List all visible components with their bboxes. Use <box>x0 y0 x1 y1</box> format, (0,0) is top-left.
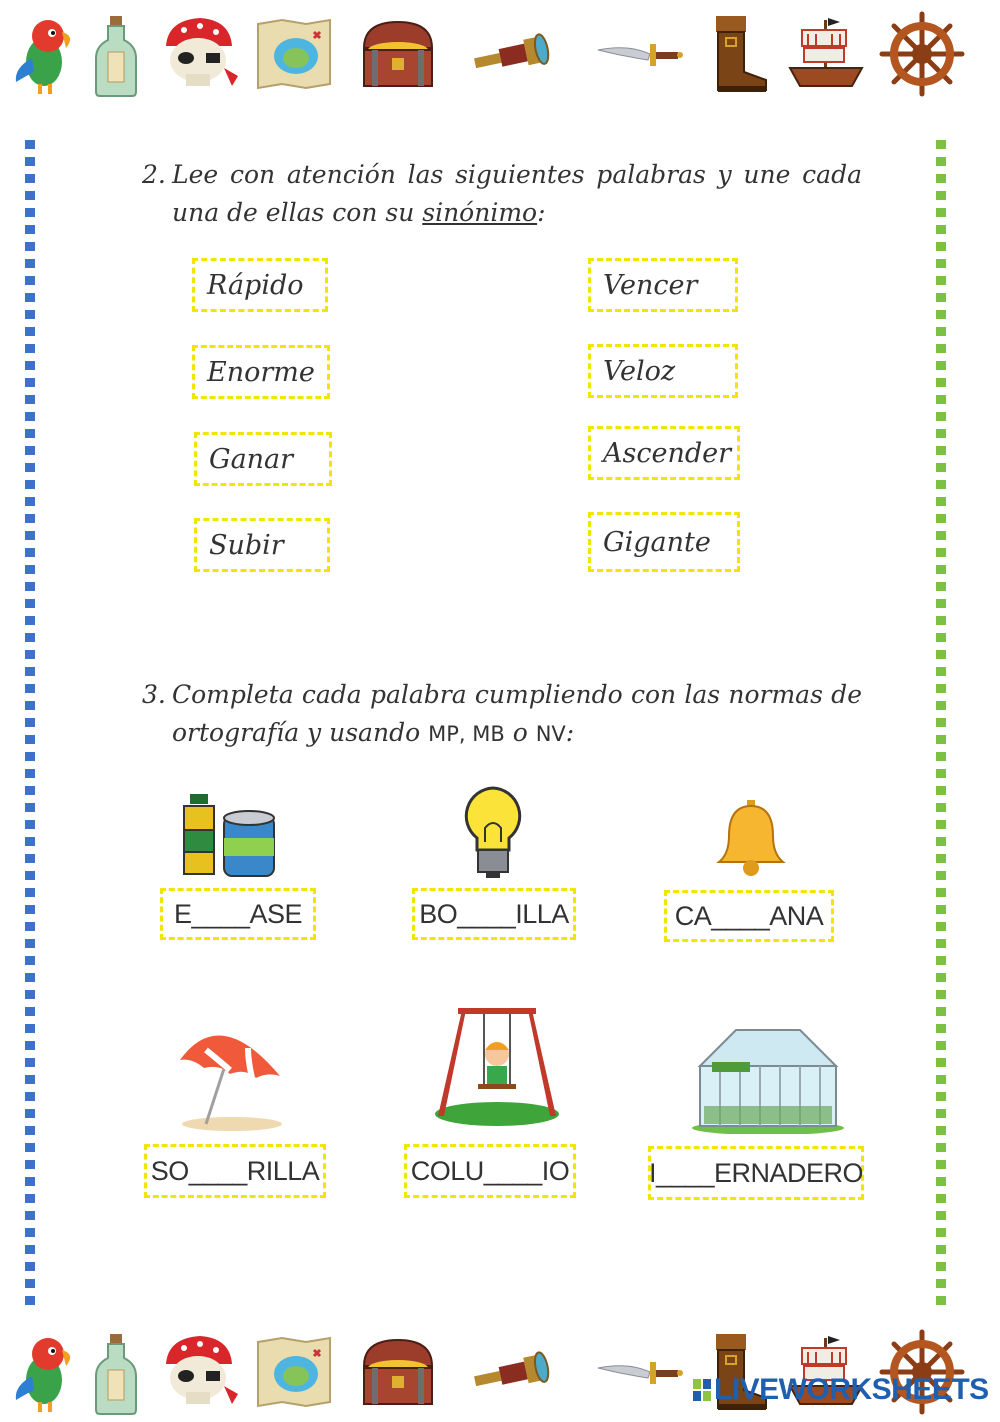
spyglass-icon <box>470 1328 558 1416</box>
word-box-right-3[interactable] <box>588 426 740 480</box>
bottle-message-icon <box>72 10 160 98</box>
question-2-number: 2. <box>142 160 166 189</box>
pirate-skull-icon <box>154 1328 242 1416</box>
beach-umbrella-icon <box>176 1020 286 1132</box>
word-label: Ascender <box>603 437 732 469</box>
right-dotted-border <box>936 140 946 1310</box>
fill-word-label: I____ERNADERO <box>648 1157 864 1188</box>
ship-wheel-icon <box>878 10 966 98</box>
word-label: Enorme <box>207 356 315 388</box>
fill-word-box-2[interactable] <box>412 888 576 940</box>
pirate-ship-icon <box>782 10 870 98</box>
treasure-chest-icon <box>354 10 442 98</box>
fill-word-box-5[interactable] <box>404 1144 576 1198</box>
fill-word-label: E____ASE <box>173 898 303 929</box>
playground-swing-icon <box>432 1004 562 1126</box>
word-box-left-1[interactable] <box>192 258 328 312</box>
spyglass-icon <box>470 10 558 98</box>
fill-word-label: COLU____IO <box>410 1155 570 1186</box>
liveworksheets-watermark <box>693 1373 989 1407</box>
fill-word-box-1[interactable] <box>160 888 316 940</box>
word-box-left-2[interactable] <box>192 345 330 399</box>
word-box-left-3[interactable] <box>194 432 332 486</box>
question-2-underlined-word: sinónimo <box>422 198 538 227</box>
word-label: Vencer <box>603 269 698 301</box>
word-box-left-4[interactable] <box>194 518 330 572</box>
word-box-right-4[interactable] <box>588 512 740 572</box>
sword-icon <box>596 1328 684 1416</box>
question-3-text: Completa cada palabra cumpliendo con las normas de ortografía y usando <box>172 680 862 747</box>
fill-word-label: CA____ANA <box>674 900 824 931</box>
word-box-right-2[interactable] <box>588 344 738 398</box>
word-label: Ganar <box>209 443 294 475</box>
watermark-text: LIVEWORKSHEETS <box>714 1373 989 1406</box>
light-bulb-icon <box>460 784 526 880</box>
question-3-options-b: NV <box>535 722 566 746</box>
treasure-map-icon <box>250 10 338 98</box>
question-3-options-a: MP, MB <box>428 722 505 746</box>
fill-word-label: BO____ILLA <box>419 898 569 929</box>
treasure-chest-icon <box>354 1328 442 1416</box>
word-label: Gigante <box>603 526 711 558</box>
pirate-boot-icon <box>690 10 778 98</box>
bell-icon <box>716 798 786 880</box>
question-3-number: 3. <box>142 680 166 709</box>
word-label: Rápido <box>207 269 304 301</box>
header-decor-band <box>0 0 1000 104</box>
fill-word-label: SO____RILLA <box>150 1155 320 1186</box>
question-3-instruction: 3. Completa cada palabra cumpliendo con las normas de ortografía y usando MP, MB o NV: <box>142 676 862 756</box>
greenhouse-icon <box>690 1026 846 1134</box>
fill-word-box-3[interactable] <box>664 890 834 942</box>
word-label: Subir <box>209 529 284 561</box>
liveworksheets-logo-icon <box>693 1379 711 1401</box>
question-2-instruction: 2. Lee con atención las siguientes palabras y une cada una de ellas con su sinónimo: <box>142 156 862 236</box>
left-dotted-border <box>25 140 35 1310</box>
bottle-message-icon <box>72 1328 160 1416</box>
pirate-skull-icon <box>154 10 242 98</box>
sword-icon <box>596 10 684 98</box>
fill-word-box-6[interactable] <box>648 1146 864 1200</box>
question-2-text: Lee con atención las siguientes palabras y une cada una de ellas con su <box>172 160 862 227</box>
treasure-map-icon <box>250 1328 338 1416</box>
fill-word-box-4[interactable] <box>144 1144 326 1198</box>
word-box-right-1[interactable] <box>588 258 738 312</box>
oil-and-can-icon <box>180 790 280 880</box>
word-label: Veloz <box>603 355 676 387</box>
